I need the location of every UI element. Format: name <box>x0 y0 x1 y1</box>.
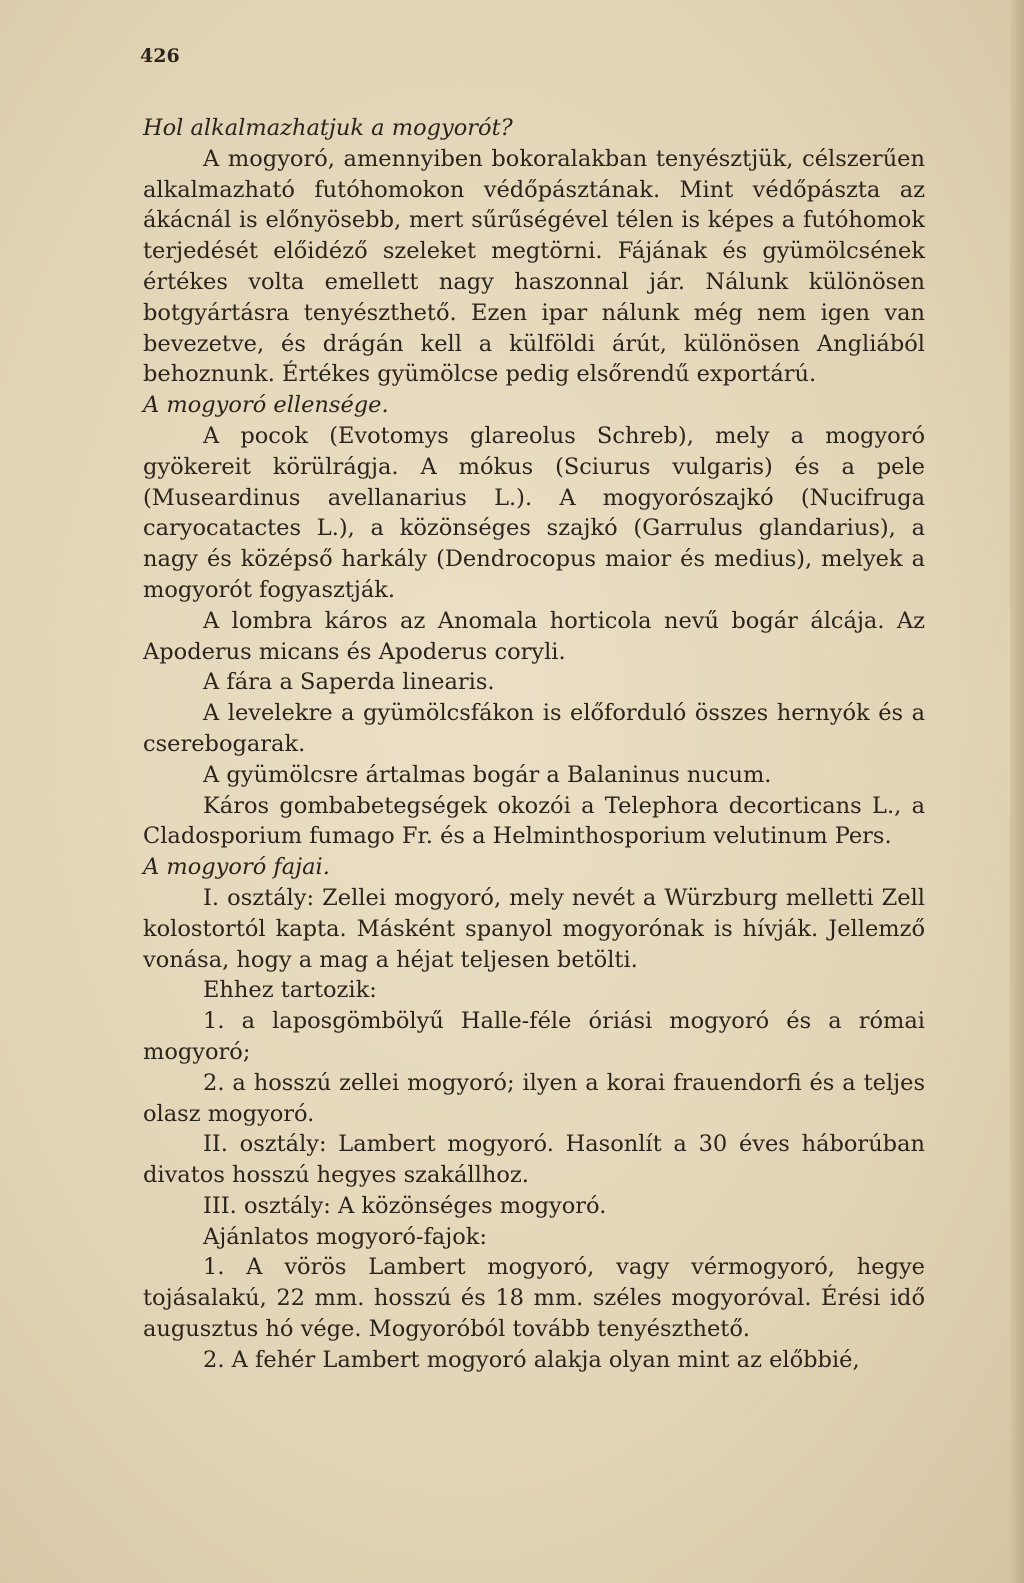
varieties-heading: A mogyoró fajai. <box>143 854 330 881</box>
page-content <box>143 113 925 1376</box>
paragraph: 1. a laposgömbölyű Halle-féle óriási mogyoró és a római mogyoró; <box>143 1008 925 1065</box>
paragraph: I. osztály: Zellei mogyoró, mely nevét a Würzburg melletti Zell kolostortól kapta. Másként spanyol mogyorónak is hívják. Jellemző vonása, hogy a mag a héjat teljesen betölti. <box>143 884 925 973</box>
paragraph: 2. a hosszú zellei mogyoró; ilyen a korai frauendorfi és a teljes olasz mogyoró. <box>143 1069 925 1127</box>
page-edge-shadow <box>1010 0 1024 1583</box>
paragraph: A pocok (Evotomys glareolus Schreb), mely a mogyoró gyökereit körülrágja. A mókus (Sciurus vulgaris) és a pele (Museardinus avellanarius L.). A mogyorószajkó (Nucifruga caryocatactes L.), a közönséges szajkó (Garrulus glandarius), a nagy és középső harkály (Dendrocopus maior és medius), melyek a mogyorót fogyasztják. <box>143 422 925 603</box>
intro-paragraph: A mogyoró, amennyiben bokoralakban tenyésztjük, célszerűen alkalmazható futóhomokon védőpásztának. Mint védőpászta az ákácnál is előnyösebb, mert sűrűségével télen is képes a futóhomok terjedését előidéző szeleket megtörni. Fájának és gyümölcsének értékes volta emellett nagy haszonnal jár. Nálunk különösen botgyártásra tenyészthető. Ezen ipar nálunk még nem igen van bevezetve, és drágán kell a külföldi árút, különösen Angliából behoznunk. Értékes gyümölcse pedig elsőrendű exportárú. <box>143 145 925 388</box>
paragraph: A gyümölcsre ártalmas bogár a Balaninus nucum. <box>203 761 772 788</box>
enemies-list <box>143 421 925 852</box>
paragraph: 1. A vörös Lambert mogyoró, vagy vérmogyoró, hegye tojásalakú, 22 mm. hosszú és 18 mm. széles mogyoróval. Érési idő augusztus hó vége. Mogyoróból tovább tenyészthető. <box>143 1254 925 1343</box>
page-number: 426 <box>140 45 180 67</box>
paragraph: A levelekre a gyümölcsfákon is előforduló összes hernyók és a cserebogarak. <box>143 700 925 757</box>
paragraph: Ajánlatos mogyoró-fajok: <box>203 1223 487 1250</box>
paragraph: A fára a Saperda linearis. <box>203 669 495 696</box>
paragraph: Káros gombabetegségek okozói a Telephora decorticans L., a Cladosporium fumago Fr. és a Helminthosporium velutinum Pers. <box>143 792 925 850</box>
paragraph: A lombra káros az Anomala horticola nevű bogár álcája. Az Apoderus micans és Apoderus coryli. <box>143 607 925 665</box>
varieties-list <box>143 883 925 1376</box>
paragraph: II. osztály: Lambert mogyoró. Hasonlít a 30 éves háborúban divatos hosszú hegyes szakállhoz. <box>143 1131 925 1189</box>
paragraph: Ehhez tartozik: <box>203 977 377 1004</box>
section-title: Hol alkalmazhatjuk a mogyorót? <box>143 115 513 141</box>
paragraph: III. osztály: A közönséges mogyoró. <box>203 1192 607 1219</box>
paragraph: 2. A fehér Lambert mogyoró alakja olyan mint az előbbié, <box>203 1346 860 1373</box>
enemies-heading: A mogyoró ellensége. <box>143 392 389 419</box>
